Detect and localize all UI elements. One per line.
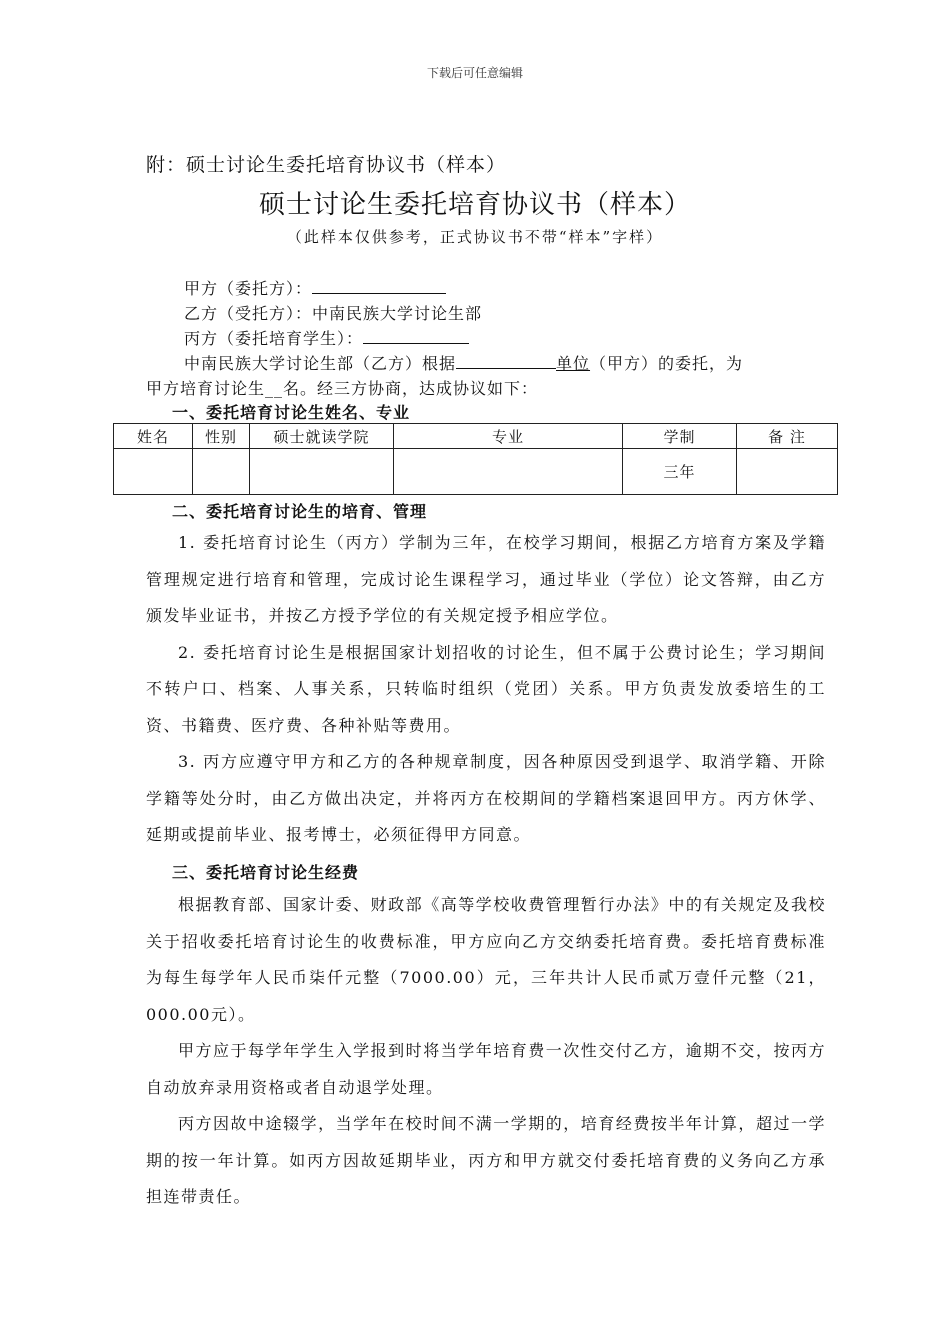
- col-gender: 性别: [193, 424, 250, 449]
- section2-item-3: 3. 丙方应遵守甲方和乙方的各种规章制度，因各种原因受到退学、取消学籍、开除学籍等处分时，由乙方做出决定，并将丙方在校期间的学籍档案退回甲方。丙方休学、延期或提前毕业、报考博士，必须征得甲方同意。: [146, 752, 826, 844]
- student-info-table: [113, 423, 838, 495]
- section2-heading: 二、委托培育讨论生的培育、管理: [172, 502, 428, 521]
- intro-blank: [456, 354, 556, 369]
- section1-heading: 一、委托培育讨论生姓名、专业: [172, 403, 411, 422]
- section2-item-2: 2. 委托培育讨论生是根据国家计划招收的讨论生，但不属于公费讨论生；学习期间不转户口、档案、人事关系，只转临时组织（党团）关系。甲方负责发放委培生的工资、书籍费、医疗费、各种补贴等费用。: [146, 642, 826, 735]
- party-a-blank: [312, 279, 446, 294]
- section3-paragraph-3: 丙方因故中途辍学，当学年在校时间不满一学期的，培育经费按半年计算，超过一学期的按一年计算。如丙方因故延期毕业，丙方和甲方就交付委托培育费的义务向乙方承担连带责任。: [146, 1114, 826, 1206]
- col-major: 专业: [394, 424, 623, 449]
- cell-duration: 三年: [623, 449, 737, 495]
- col-name: 姓名: [114, 424, 193, 449]
- col-college: 硕士就读学院: [250, 424, 394, 449]
- header-note: 下载后可任意编辑: [426, 66, 523, 80]
- cell-name: [114, 449, 193, 495]
- party-b-line: 乙方（受托方）：中南民族大学讨论生部: [184, 304, 483, 323]
- cell-major: [394, 449, 623, 495]
- party-c-blank: [363, 329, 469, 344]
- party-a-label: 甲方（委托方）：: [184, 279, 313, 298]
- party-c-line: [184, 326, 469, 349]
- section2-item-1: 1. 委托培育讨论生（丙方）学制为三年，在校学习期间，根据乙方培育方案及学籍管理规定进行培育和管理，完成讨论生课程学习，通过毕业（学位）论文答辩，由乙方颁发毕业证书，并按乙方授予学位的有关规定授予相应学位。: [146, 533, 826, 625]
- section3-paragraph-1: 根据教育部、国家计委、财政部《高等学校收费管理暂行办法》中的有关规定及我校关于招收委托培育讨论生的收费标准，甲方应向乙方交纳委托培育费。委托培育费标准为每生每学年人民币柒仟元整（7000.00）元，三年共计人民币贰万壹仟元整（21，000.00元）。: [146, 895, 826, 1024]
- party-c-label: 丙方（委托培育学生）：: [184, 329, 364, 348]
- cell-remarks: [737, 449, 838, 495]
- subtitle: （此样本仅供参考，正式协议书不带“样本”字样）: [286, 228, 664, 246]
- section2-body: [146, 525, 826, 854]
- intro-line-2: 甲方培育讨论生__名。经三方协商，达成协议如下：: [146, 379, 539, 398]
- col-duration: 学制: [623, 424, 737, 449]
- cell-college: [250, 449, 394, 495]
- intro-line-1: [184, 351, 743, 374]
- col-remarks: 备 注: [737, 424, 838, 449]
- section3-body: [146, 887, 826, 1216]
- table-header-row: [114, 424, 838, 449]
- section3-paragraph-2: 甲方应于每学年学生入学报到时将当学年培育费一次性交付乙方，逾期不交，按丙方自动放弃录用资格或者自动退学处理。: [146, 1041, 826, 1097]
- intro-unit: 单位: [556, 354, 591, 373]
- table-row: [114, 449, 838, 495]
- attachment-title: 附：硕士讨论生委托培育协议书（样本）: [146, 154, 507, 176]
- main-title: 硕士讨论生委托培育协议书（样本）: [258, 190, 691, 220]
- section3-heading: 三、委托培育讨论生经费: [172, 863, 360, 882]
- intro-post: （甲方）的委托，为: [590, 354, 744, 373]
- cell-gender: [193, 449, 250, 495]
- intro-pre: 中南民族大学讨论生部（乙方）根据: [184, 354, 457, 373]
- party-a-line: [184, 276, 446, 299]
